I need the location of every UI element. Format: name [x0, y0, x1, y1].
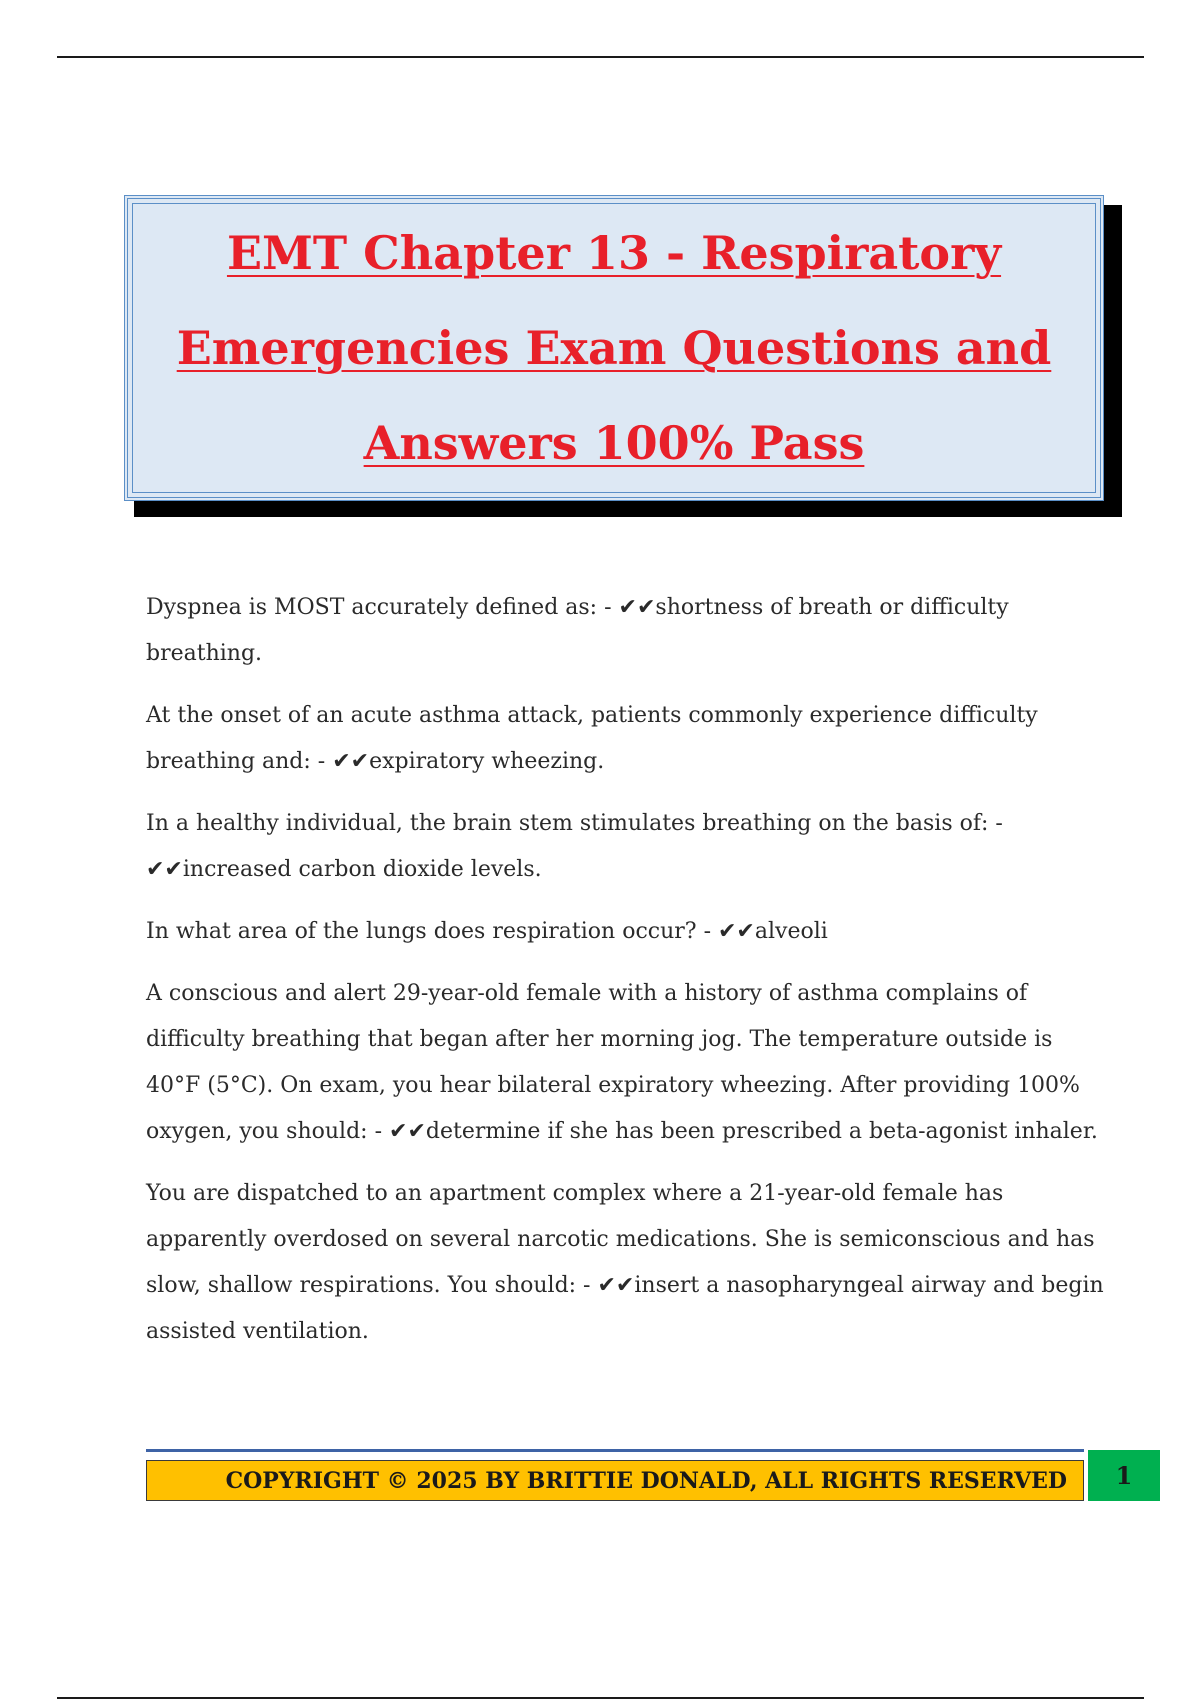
question-text: At the onset of an acute asthma attack, patients commonly experience difficulty breathing and: -: [146, 703, 1038, 774]
copyright-text: COPYRIGHT © 2025 BY BRITTIE DONALD, ALL RIGHTS RESERVED: [225, 1467, 1067, 1494]
qa-item: [146, 801, 1106, 893]
answer-text: determine if she has been prescribed a beta-agonist inhaler.: [425, 1119, 1098, 1144]
double-check-icon: ✔✔: [146, 857, 183, 882]
double-check-icon: ✔✔: [332, 749, 370, 774]
page-number: 1: [1115, 1461, 1133, 1490]
bottom-rule: [57, 1697, 1144, 1699]
question-text: In what area of the lungs does respiration occur? -: [146, 919, 711, 944]
double-check-icon: ✔✔: [389, 1119, 426, 1144]
title-box: [124, 195, 1104, 501]
answer-text: alveoli: [754, 919, 828, 944]
question-text: A conscious and alert 29-year-old female with a history of asthma complains of difficulty breathing that began after her morning jog. The temperature outside is 40°F (5°C). On exam, you hear bilateral expiratory wheezing. After providing 100% oxygen, you should: -: [146, 981, 1080, 1144]
qa-item: [146, 693, 1106, 785]
answer-text: insert a nasopharyngeal airway and begin assisted ventilation.: [146, 1273, 1104, 1344]
question-text: In a healthy individual, the brain stem stimulates breathing on the basis of: -: [146, 811, 1003, 836]
answer-text: expiratory wheezing.: [369, 749, 605, 774]
answer-text: increased carbon dioxide levels.: [182, 857, 542, 882]
page-number-box: [1088, 1450, 1160, 1501]
qa-item: [146, 1171, 1106, 1355]
double-check-icon: ✔✔: [718, 919, 755, 944]
answer-text: shortness of breath or difficulty breathing.: [146, 595, 1009, 666]
question-text: Dyspnea is MOST accurately defined as: -: [146, 595, 612, 620]
footer-rule: [146, 1449, 1084, 1452]
qa-item: [146, 971, 1106, 1155]
footer-copyright-bar: [146, 1460, 1084, 1501]
double-check-icon: ✔✔: [618, 595, 656, 620]
qa-item: [146, 585, 1106, 677]
qa-list: [146, 585, 1106, 1371]
header-rule: [57, 56, 1144, 58]
document-title: EMT Chapter 13 - Respiratory Emergencies Exam Questions and Answers 100% Pass: [176, 225, 1052, 470]
qa-item: [146, 909, 1106, 955]
question-text: You are dispatched to an apartment complex where a 21-year-old female has apparently overdosed on several narcotic medications. She is semiconscious and has slow, shallow respirations. You should: -: [146, 1181, 1095, 1298]
double-check-icon: ✔✔: [597, 1273, 635, 1298]
